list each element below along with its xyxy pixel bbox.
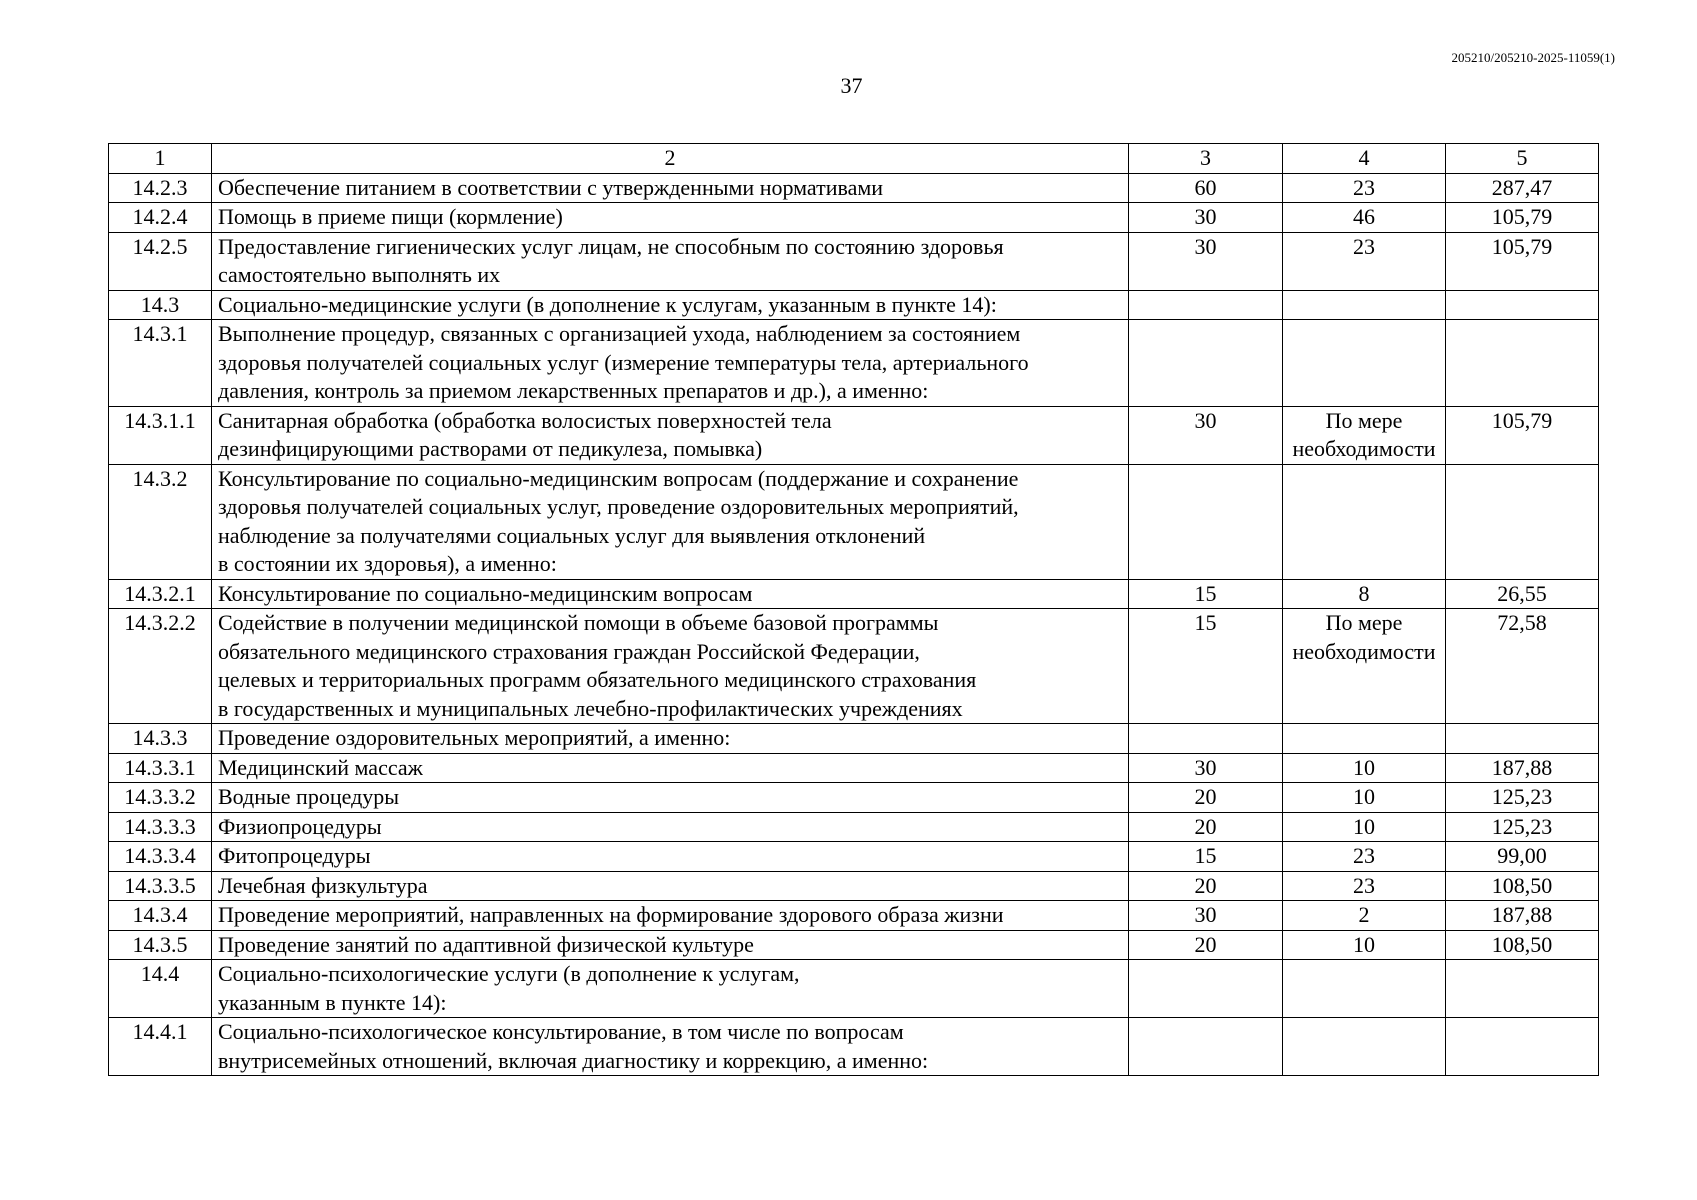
service-frequency <box>1283 609 1446 724</box>
service-price: 125,23 <box>1446 812 1599 842</box>
service-name <box>212 753 1129 783</box>
service-time: 20 <box>1129 871 1283 901</box>
services-table <box>108 143 1599 1076</box>
service-name <box>212 960 1129 1018</box>
service-frequency <box>1283 173 1446 203</box>
table-row <box>109 960 1599 1018</box>
service-name-line: дезинфицирующими растворами от педикулеза, помывка) <box>218 436 763 461</box>
service-name <box>212 812 1129 842</box>
service-name-line: Лечебная физкультура <box>218 872 428 898</box>
service-price: 187,88 <box>1446 901 1599 931</box>
service-name-line: Консультирование по социально-медицинским вопросам <box>218 580 753 606</box>
service-name <box>212 871 1129 901</box>
service-name-line: Предоставление гигиенических услуг лицам, не способным по состоянию здоровья <box>218 233 1004 259</box>
service-time: 20 <box>1129 812 1283 842</box>
service-frequency <box>1283 290 1446 320</box>
service-code: 14.3 <box>109 290 212 320</box>
service-name <box>212 203 1129 233</box>
service-frequency-line: 23 <box>1353 233 1375 259</box>
service-price: 108,50 <box>1446 871 1599 901</box>
service-name-line: Водные процедуры <box>218 784 400 809</box>
service-name <box>212 320 1129 407</box>
service-name <box>212 464 1129 579</box>
service-price <box>1446 724 1599 754</box>
table-row <box>109 783 1599 813</box>
service-name-line: указанным в пункте 14): <box>218 989 447 1015</box>
service-frequency <box>1283 901 1446 931</box>
service-name-line: Проведение занятий по адаптивной физической культуре <box>218 931 754 957</box>
service-time: 20 <box>1129 783 1283 813</box>
service-time <box>1129 464 1283 579</box>
service-frequency <box>1283 724 1446 754</box>
service-name <box>212 609 1129 724</box>
service-name-line: Выполнение процедур, связанных с организацией ухода, наблюдением за состоянием <box>218 321 1021 346</box>
service-frequency <box>1283 464 1446 579</box>
service-name-line: наблюдение за получателями социальных услуг для выявления отклонений <box>218 522 926 548</box>
service-price <box>1446 960 1599 1018</box>
service-name <box>212 290 1129 320</box>
service-frequency-line: 23 <box>1353 872 1375 898</box>
column-number-3: 3 <box>1129 144 1283 174</box>
service-time: 15 <box>1129 842 1283 872</box>
service-code: 14.4.1 <box>109 1018 212 1076</box>
service-frequency <box>1283 871 1446 901</box>
service-frequency-line: По мере <box>1325 407 1403 433</box>
service-code: 14.2.3 <box>109 173 212 203</box>
service-price: 105,79 <box>1446 232 1599 290</box>
service-code: 14.3.1 <box>109 320 212 407</box>
service-price: 287,47 <box>1446 173 1599 203</box>
table-row <box>109 871 1599 901</box>
service-price: 72,58 <box>1446 609 1599 724</box>
service-code: 14.3.5 <box>109 930 212 960</box>
document-id: 205210/205210-2025-11059(1) <box>1451 50 1615 65</box>
table-row <box>109 753 1599 783</box>
service-code: 14.2.4 <box>109 203 212 233</box>
table-row <box>109 609 1599 724</box>
service-price <box>1446 464 1599 579</box>
service-name-line: в государственных и муниципальных лечебно-профилактических учреждениях <box>218 695 963 721</box>
service-frequency <box>1283 320 1446 407</box>
service-price: 99,00 <box>1446 842 1599 872</box>
service-time: 30 <box>1129 901 1283 931</box>
column-number-2: 2 <box>212 144 1129 174</box>
service-time: 30 <box>1129 203 1283 233</box>
service-code: 14.3.2 <box>109 464 212 579</box>
service-code: 14.3.3.2 <box>109 783 212 813</box>
service-time: 15 <box>1129 579 1283 609</box>
column-number-5: 5 <box>1446 144 1599 174</box>
service-frequency <box>1283 1018 1446 1076</box>
service-time: 60 <box>1129 173 1283 203</box>
service-code: 14.3.3 <box>109 724 212 754</box>
service-time: 30 <box>1129 232 1283 290</box>
service-code: 14.3.1.1 <box>109 406 212 464</box>
service-time: 30 <box>1129 753 1283 783</box>
service-frequency <box>1283 406 1446 464</box>
service-frequency-line: По мере <box>1325 610 1403 635</box>
service-name-line: здоровья получателей социальных услуг, проведение оздоровительных мероприятий, <box>218 494 1019 519</box>
table-row <box>109 1018 1599 1076</box>
service-time <box>1129 960 1283 1018</box>
service-name <box>212 173 1129 203</box>
service-name-line: Социально-психологические услуги (в дополнение к услугам, <box>218 961 800 986</box>
service-name-line: внутрисемейных отношений, включая диагностику и коррекцию, а именно: <box>218 1047 929 1073</box>
service-name-line: Санитарная обработка (обработка волосистых поверхностей тела <box>218 407 832 433</box>
service-frequency-line: 23 <box>1353 174 1375 200</box>
service-name <box>212 930 1129 960</box>
service-name <box>212 1018 1129 1076</box>
table-row <box>109 203 1599 233</box>
service-code: 14.3.3.3 <box>109 812 212 842</box>
service-frequency-line: 10 <box>1353 931 1375 957</box>
service-name <box>212 232 1129 290</box>
service-price <box>1446 1018 1599 1076</box>
service-time: 30 <box>1129 406 1283 464</box>
service-price <box>1446 290 1599 320</box>
service-frequency-line: 10 <box>1353 784 1375 809</box>
service-time: 20 <box>1129 930 1283 960</box>
service-code: 14.3.3.4 <box>109 842 212 872</box>
service-price: 105,79 <box>1446 406 1599 464</box>
table-row <box>109 724 1599 754</box>
service-frequency-line: 10 <box>1353 813 1375 839</box>
table-row <box>109 930 1599 960</box>
service-frequency <box>1283 203 1446 233</box>
service-name-line: Физиопроцедуры <box>218 813 382 839</box>
service-time <box>1129 320 1283 407</box>
service-name-line: Обеспечение питанием в соответствии с утвержденными нормативами <box>218 174 884 200</box>
table-row <box>109 320 1599 407</box>
service-time <box>1129 290 1283 320</box>
service-price: 105,79 <box>1446 203 1599 233</box>
service-name <box>212 901 1129 931</box>
service-code: 14.3.2.2 <box>109 609 212 724</box>
table-row <box>109 901 1599 931</box>
page-number: 37 <box>840 73 863 98</box>
service-name-line: в состоянии их здоровья), а именно: <box>218 551 557 576</box>
service-frequency <box>1283 930 1446 960</box>
service-code: 14.3.2.1 <box>109 579 212 609</box>
table-row <box>109 232 1599 290</box>
service-frequency <box>1283 783 1446 813</box>
service-name <box>212 724 1129 754</box>
service-time <box>1129 1018 1283 1076</box>
service-frequency <box>1283 842 1446 872</box>
service-frequency-line: 46 <box>1353 204 1375 229</box>
service-frequency <box>1283 232 1446 290</box>
service-price <box>1446 320 1599 407</box>
service-frequency-line: 23 <box>1353 843 1375 868</box>
service-name-line: Консультирование по социально-медицинским вопросам (поддержание и сохранение <box>218 465 1019 491</box>
service-time <box>1129 724 1283 754</box>
service-name-line: Проведение мероприятий, направленных на формирование здорового образа жизни <box>218 902 1004 927</box>
service-name-line: Социально-медицинские услуги (в дополнение к услугам, указанным в пункте 14): <box>218 291 997 317</box>
service-frequency-line: необходимости <box>1292 436 1436 461</box>
service-name <box>212 842 1129 872</box>
service-name-line: Социально-психологическое консультирование, в том числе по вопросам <box>218 1019 904 1044</box>
table-row <box>109 406 1599 464</box>
service-name-line: Фитопроцедуры <box>218 843 371 868</box>
service-name-line: Помощь в приеме пищи (кормление) <box>218 204 563 229</box>
service-name-line: целевых и территориальных программ обязательного медицинского страхования <box>218 667 977 692</box>
service-price: 26,55 <box>1446 579 1599 609</box>
service-name <box>212 783 1129 813</box>
service-code: 14.3.3.1 <box>109 753 212 783</box>
service-frequency-line: 8 <box>1358 580 1370 606</box>
column-number-1: 1 <box>109 144 212 174</box>
service-frequency-line: 2 <box>1358 902 1370 927</box>
table-row <box>109 173 1599 203</box>
service-frequency <box>1283 753 1446 783</box>
service-time: 15 <box>1129 609 1283 724</box>
table-row <box>109 812 1599 842</box>
table-header-row <box>109 144 1599 174</box>
service-name-line: Содействие в получении медицинской помощи в объеме базовой программы <box>218 610 939 635</box>
service-frequency <box>1283 960 1446 1018</box>
service-name-line: Проведение оздоровительных мероприятий, а именно: <box>218 725 731 750</box>
service-name-line: здоровья получателей социальных услуг (измерение температуры тела, артериального <box>218 349 1029 375</box>
table-row <box>109 842 1599 872</box>
service-name-line: обязательного медицинского страхования граждан Российской Федерации, <box>218 638 920 664</box>
service-frequency <box>1283 579 1446 609</box>
service-frequency-line: необходимости <box>1292 638 1436 664</box>
service-frequency <box>1283 812 1446 842</box>
service-price: 187,88 <box>1446 753 1599 783</box>
service-code: 14.3.4 <box>109 901 212 931</box>
table-row <box>109 290 1599 320</box>
service-frequency-line: 10 <box>1353 754 1375 780</box>
service-name-line: Медицинский массаж <box>218 754 423 780</box>
service-code: 14.3.3.5 <box>109 871 212 901</box>
service-price: 108,50 <box>1446 930 1599 960</box>
service-price: 125,23 <box>1446 783 1599 813</box>
service-code: 14.2.5 <box>109 232 212 290</box>
service-name-line: самостоятельно выполнять их <box>218 262 501 287</box>
service-name <box>212 406 1129 464</box>
table-row <box>109 464 1599 579</box>
column-number-4: 4 <box>1283 144 1446 174</box>
service-name <box>212 579 1129 609</box>
table-row <box>109 579 1599 609</box>
service-code: 14.4 <box>109 960 212 1018</box>
service-name-line: давления, контроль за приемом лекарственных препаратов и др.), а именно: <box>218 378 929 403</box>
